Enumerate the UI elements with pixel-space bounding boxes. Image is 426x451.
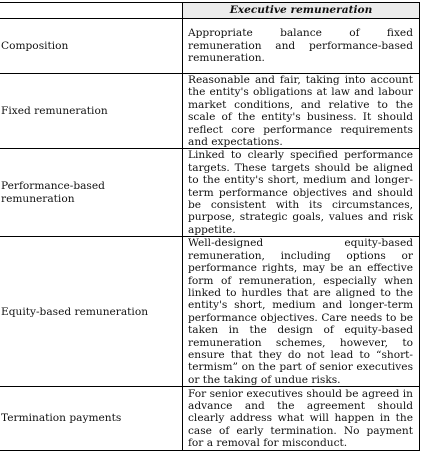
table-row <box>0 149 420 237</box>
row-label-performance-based-remuneration: Performance-based remuneration <box>0 149 183 237</box>
table-row <box>0 387 420 451</box>
row-description-equity-based-remuneration: Well-designed equity-based remuneration, including options or performance rights, may be an effective form of remuneration, especially when linked to hurdles that are aligned to the entity's short, medium and longer-term performance objectives. Care needs to be taken in the design of equity-based remuneration schemes, however, to ensure that they do not lead to “short-termism” on the part of senior executives or the taking of undue risks. <box>183 237 420 387</box>
remuneration-table <box>0 2 420 451</box>
row-label-fixed-remuneration: Fixed remuneration <box>0 74 183 149</box>
row-label-termination-payments: Termination payments <box>0 387 183 451</box>
row-label-equity-based-remuneration: Equity-based remuneration <box>0 237 183 387</box>
header-cell-executive-remuneration: Executive remuneration <box>183 3 420 19</box>
row-description-termination-payments: For senior executives should be agreed in advance and the agreement should clearly address what will happen in the case of early termination. No payment for a removal for misconduct. <box>183 387 420 451</box>
table-row <box>0 74 420 149</box>
row-description-performance-based-remuneration: Linked to clearly specified performance targets. These targets should be aligned to the entity's short, medium and longer-term performance objectives and should be consistent with its circumstances, purpose, strategic goals, values and risk appetite. <box>183 149 420 237</box>
table-header-row <box>0 3 420 19</box>
header-cell-blank <box>0 3 183 19</box>
table-row <box>0 237 420 387</box>
row-description-fixed-remuneration: Reasonable and fair, taking into account the entity's obligations at law and labour market conditions, and relative to the scale of the entity's business. It should reflect core performance requirements and expectations. <box>183 74 420 149</box>
table-row <box>0 19 420 74</box>
row-label-composition: Composition <box>0 19 183 74</box>
row-description-composition: Appropriate balance of fixed remuneration and performance-based remuneration. <box>183 19 420 74</box>
